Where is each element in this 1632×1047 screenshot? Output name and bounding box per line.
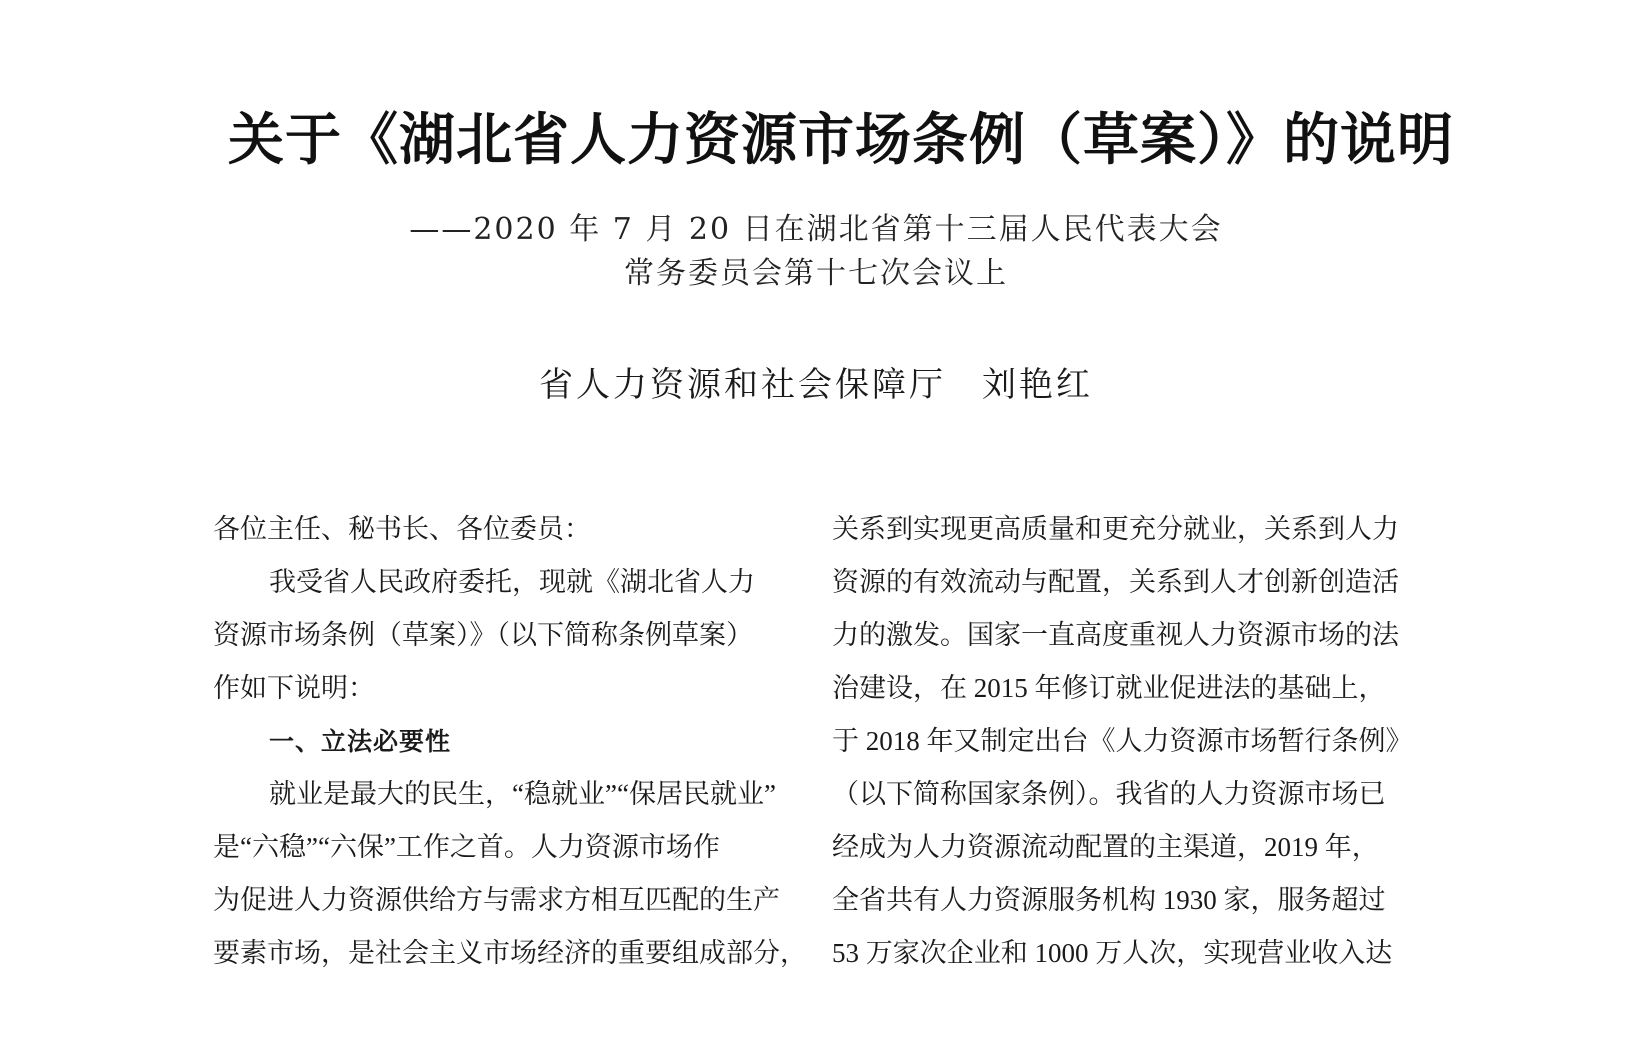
document-subtitle [0,208,1632,296]
body-text-line: 资源市场条例（草案）》（以下简称条例草案） [213,620,753,650]
body-text-line: 全省共有人力资源服务机构 1930 家，服务超过 [832,885,1386,915]
right-column [832,503,1413,980]
body-text-line: 于 2018 年又制定出台《人力资源市场暂行条例》 [832,726,1413,756]
body-text-line: （以下简称国家条例）。我省的人力资源市场已 [832,779,1386,809]
body-text-line: 是“六稳”“六保”工作之首。人力资源市场作 [213,832,720,862]
body-text-line: 作如下说明： [213,673,375,703]
document-title: 关于《湖北省人力资源市场条例（草案）》的说明 [228,107,1454,173]
body-text-line: 治建设，在 2015 年修订就业促进法的基础上， [832,673,1386,703]
body-text-line: 为促进人力资源供给方与需求方相互匹配的生产 [213,885,780,915]
body-text-line: 经成为人力资源流动配置的主渠道，2019 年， [832,832,1379,862]
author-byline [0,360,1632,410]
author-name: 刘艳红 [982,365,1093,405]
body-text-line: 资源的有效流动与配置，关系到人才创新创造活 [832,567,1399,597]
author-organization: 省人力资源和社会保障厅 [539,365,946,405]
body-text-line: 要素市场，是社会主义市场经济的重要组成部分， [213,938,807,968]
salutation-line: 各位主任、秘书长、各位委员： [213,514,591,544]
body-text-line: 关系到实现更高质量和更充分就业，关系到人力 [832,514,1399,544]
left-column [213,503,807,980]
subtitle-line-2: 常务委员会第十七次会议上 [624,256,1008,291]
body-text-line: 我受省人民政府委托，现就《湖北省人力 [269,567,755,597]
body-text-line: 就业是最大的民生，“稳就业”“保居民就业” [269,779,776,809]
subtitle-line-1: ——2020 年 7 月 20 日在湖北省第十三届人民代表大会 [409,212,1223,247]
body-text-line: 力的激发。国家一直高度重视人力资源市场的法 [832,620,1399,650]
section-heading: 一、立法必要性 [269,727,452,756]
body-text-line: 53 万家次企业和 1000 万人次，实现营业收入达 [832,938,1393,968]
